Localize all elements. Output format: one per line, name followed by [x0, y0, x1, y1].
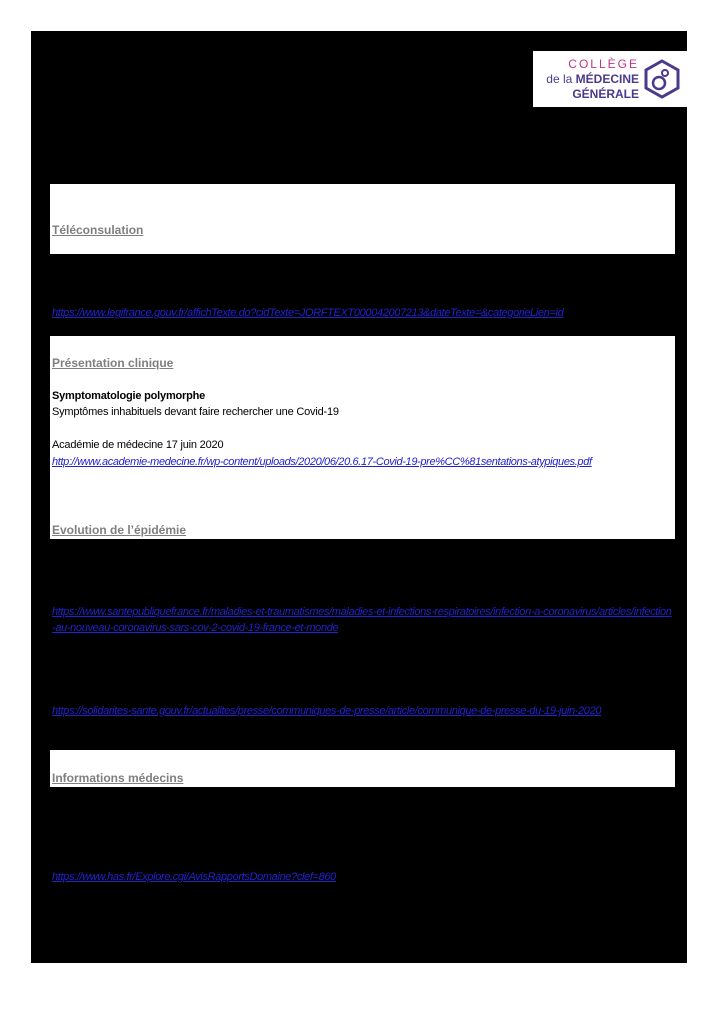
presentation-line: Symptômes inhabituels devant faire rechercher une Covid-19 — [52, 406, 339, 418]
logo-line2 — [546, 72, 639, 86]
cmg-logo — [533, 51, 687, 107]
link-legifrance[interactable]: https://www.legifrance.gouv.fr/affichTexte.do?cidTexte=JORFTEXT000042007213&dateTexte=&categorieLien=id — [52, 307, 564, 319]
logo-line1: COLLÈGE — [568, 57, 639, 71]
link-santepubliquefrance[interactable]: https://www.santepubliquefrance.fr/maladies-et-traumatismes/maladies-et-infections-respiratoires/infection-a-coronavirus/articles/infection-au-nouveau-coronavirus-sars-cov-2-covid-19-france-et-monde — [52, 606, 672, 634]
heading-teleconsultation: Téléconsulation — [52, 223, 144, 237]
heading-evolution: Evolution de l’épidémie — [52, 523, 187, 537]
presentation-subheading: Symptomatologie polymorphe — [52, 390, 206, 402]
section-band-teleconsultation — [50, 184, 675, 254]
link-academie-medecine[interactable]: http://www.academie-medecine.fr/wp-content/uploads/2020/06/20.6.17-Covid-19-pre%CC%81sentations-atypiques.pdf — [52, 456, 592, 468]
heading-presentation: Présentation clinique — [52, 356, 174, 370]
logo-line3: GÉNÉRALE — [572, 87, 639, 101]
presentation-source: Académie de médecine 17 juin 2020 — [52, 439, 224, 451]
heading-informations: Informations médecins — [52, 771, 184, 785]
logo-line2-prefix: de la — [546, 72, 573, 86]
logo-line2-strong: MÉDECINE — [575, 72, 639, 86]
logo-hexagon-icon — [643, 59, 681, 99]
link-has[interactable]: https://www.has.fr/Explore.cgi/AvisRapportsDomaine?clef=860 — [52, 871, 336, 883]
link-solidarites-sante[interactable]: https://solidarites-sante.gouv.fr/actualites/presse/communiques-de-presse/article/communique-de-presse-du-19-juin-2020 — [52, 705, 602, 717]
